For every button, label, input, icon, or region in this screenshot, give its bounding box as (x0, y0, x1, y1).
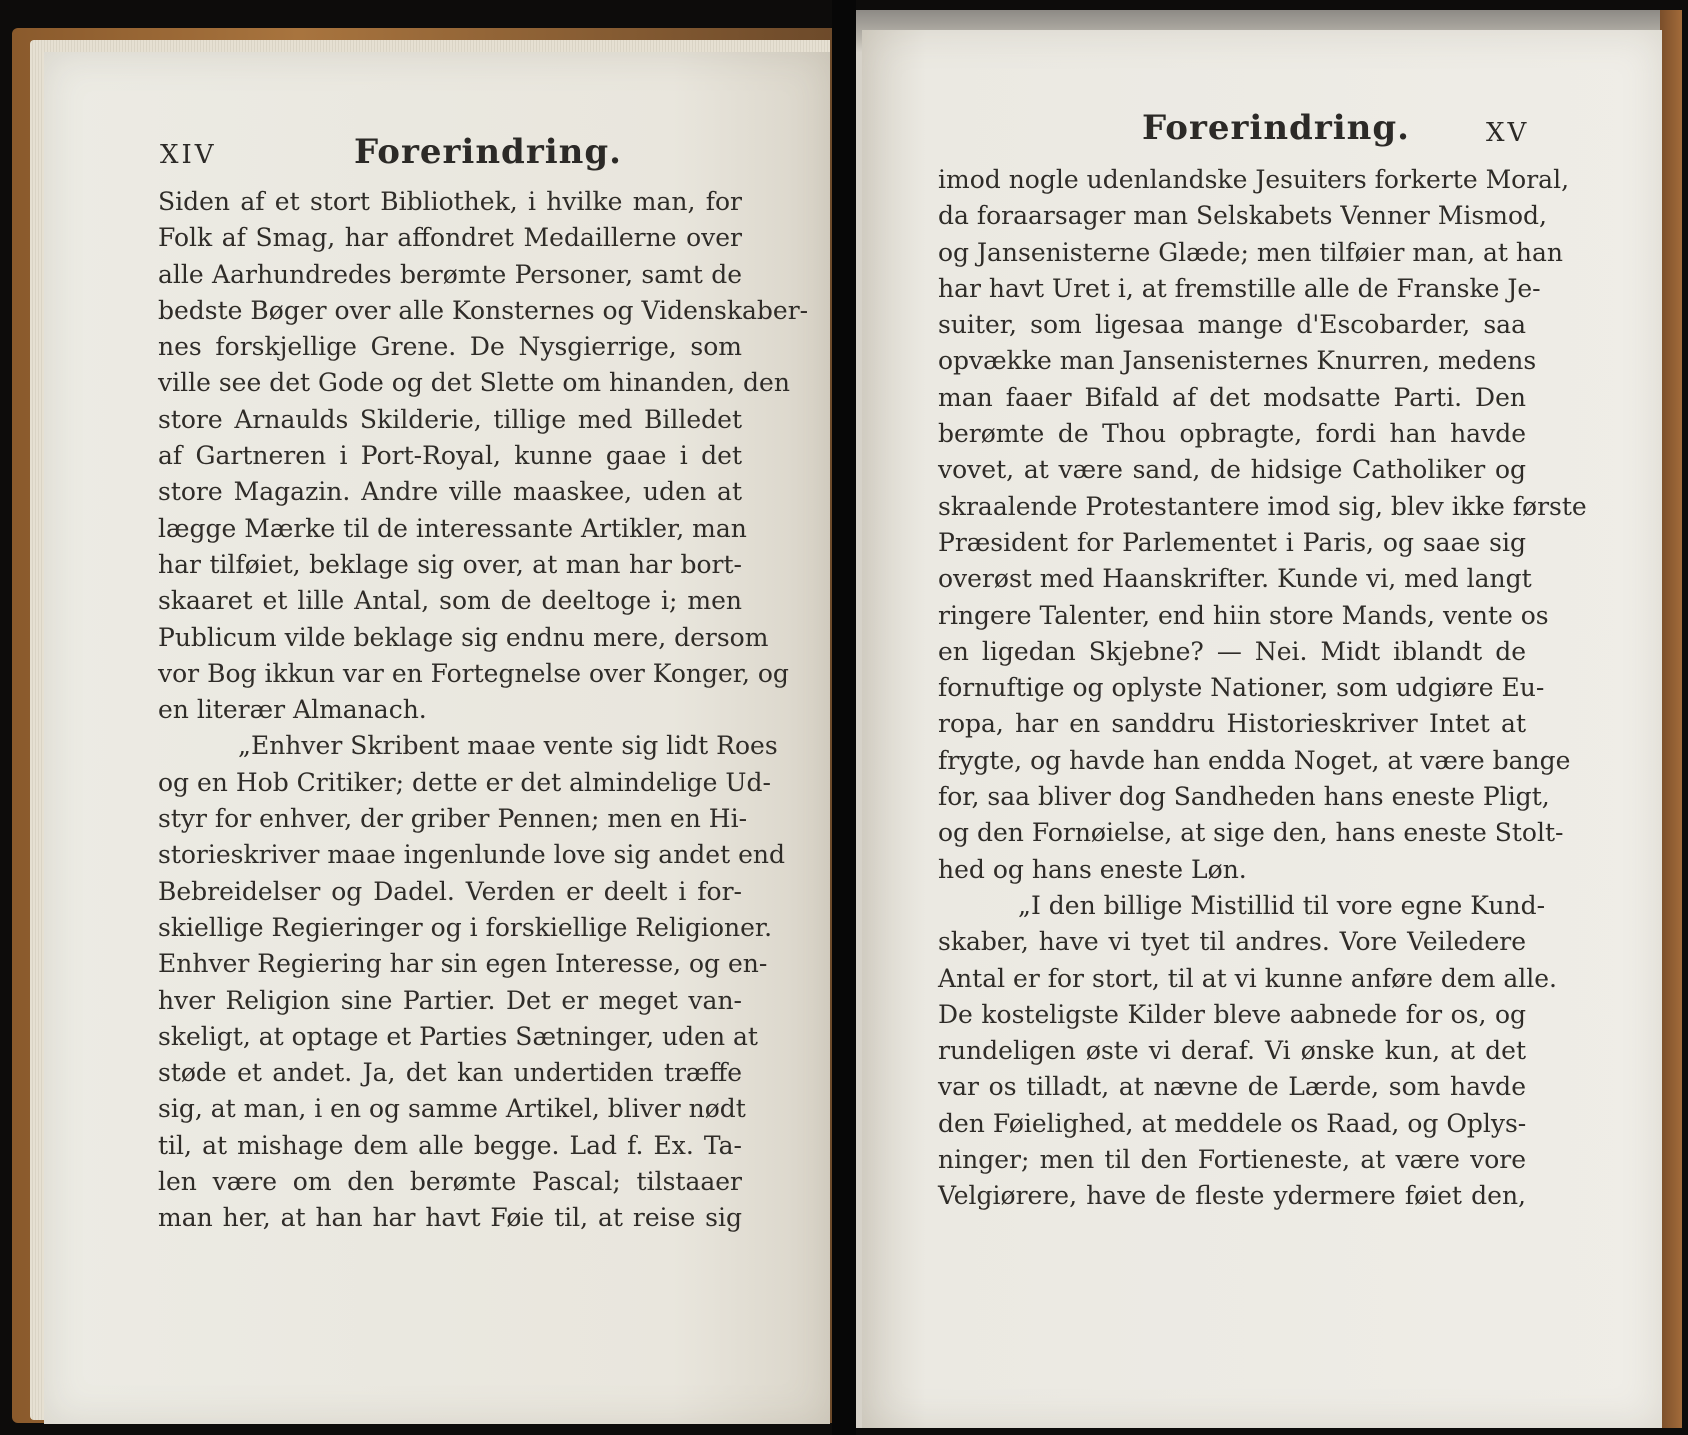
text-line: og den Fornøielse, at sige den, hans eneste Stolt- (938, 818, 1564, 848)
text-line: den Føielighed, at meddele os Raad, og Oplys- (938, 1108, 1527, 1138)
text-line: vor Bog ikkun var en Fortegnelse over Konger, og (158, 658, 789, 688)
text-line: ropa, har en sanddru Historieskriver Intet at (938, 709, 1526, 739)
text-line: ninger; men til den Fortieneste, at være vore (938, 1145, 1526, 1175)
left-page (44, 52, 830, 1424)
page-body-text (158, 184, 809, 1237)
text-line: skeligt, at optage et Parties Sætninger, uden at (158, 1021, 758, 1051)
text-line: frygte, og havde han endda Noget, at være bange (938, 745, 1571, 775)
running-title: Forerindring. (354, 132, 622, 172)
text-line: store Magazin. Andre ville maaskee, uden at (158, 477, 742, 507)
text-line: Bebreidelser og Dadel. Verden er deelt i for- (158, 876, 742, 906)
text-line: Publicum vilde beklage sig endnu mere, dersom (158, 622, 769, 652)
text-line: da foraarsager man Selskabets Venner Mismod, (938, 201, 1547, 231)
text-line: og Jansenisterne Glæde; men tilføier man, at han (938, 237, 1564, 267)
text-line: Enhver Regiering har sin egen Interesse, og en- (158, 949, 768, 979)
page-body-text (938, 162, 1587, 1215)
text-line: imod nogle udenlandske Jesuiters forkerte Moral, (938, 165, 1570, 194)
text-line: opvække man Jansenisternes Knurren, medens (938, 346, 1537, 376)
text-line: ringere Talenter, end hiin store Mands, vente os (938, 600, 1549, 630)
text-line: rundeligen øste vi deraf. Vi ønske kun, at det (938, 1036, 1526, 1066)
text-line: skaber, have vi tyet til andres. Vore Veiledere (938, 927, 1526, 957)
text-line: vovet, at være sand, de hidsige Catholiker og (938, 455, 1526, 485)
text-line: sig, at man, i en og samme Artikel, bliver nødt (158, 1094, 746, 1124)
text-line: fornuftige og oplyste Nationer, som udgiøre Eu- (938, 673, 1545, 703)
text-line: var os tilladt, at nævne de Lærde, som havde (938, 1072, 1526, 1102)
running-title: Forerindring. (1142, 108, 1410, 148)
text-line: Antal er for stort, til at vi kunne anføre dem alle. (938, 963, 1557, 993)
text-line: støde et andet. Ja, det kan undertiden træffe (158, 1058, 742, 1088)
text-line: og en Hob Critiker; dette er det almindelige Ud- (158, 767, 771, 797)
text-line: „Enhver Skribent maae vente sig lidt Roes (238, 731, 778, 761)
text-line: skaaret et lille Antal, som de deeltoge i; men (158, 586, 742, 616)
book-cover-right (1660, 10, 1682, 1428)
text-line: en ligedan Skjebne? — Nei. Midt iblandt de (938, 636, 1526, 666)
text-line: Siden af et stort Bibliothek, i hvilke man, for (158, 187, 742, 216)
gutter (832, 0, 856, 1435)
page-number: XV (1486, 118, 1530, 148)
text-line: berømte de Thou opbragte, fordi han havde (938, 419, 1526, 449)
text-line: hed og hans eneste Løn. (938, 854, 1247, 884)
text-line: overøst med Haanskrifter. Kunde vi, med langt (938, 564, 1532, 594)
text-line: skraalende Protestantere imod sig, blev ikke første (938, 491, 1587, 521)
text-line: en literær Almanach. (158, 695, 427, 725)
text-line: bedste Bøger over alle Konsternes og Videnskaber- (158, 295, 809, 325)
text-line: Folk af Smag, har affondret Medaillerne over (158, 223, 742, 253)
text-line: for, saa bliver dog Sandheden hans eneste Pligt, (938, 782, 1550, 812)
text-line: De kosteligste Kilder bleve aabnede for os, og (938, 999, 1526, 1029)
text-line: skiellige Regieringer og i forskiellige Religioner. (158, 912, 773, 942)
right-page (862, 30, 1662, 1428)
page-number: XIV (160, 140, 217, 170)
text-line: suiter, som ligesaa mange d'Escobarder, saa (938, 310, 1526, 340)
text-line: man her, at han har havt Føie til, at reise sig (158, 1203, 742, 1233)
text-line: store Arnaulds Skilderie, tillige med Billedet (158, 404, 742, 434)
text-line: storieskriver maae ingenlunde love sig andet end (158, 840, 785, 870)
text-line: ville see det Gode og det Slette om hinanden, den (158, 368, 790, 398)
text-line: Velgiørere, have de fleste ydermere føiet den, (938, 1181, 1526, 1211)
text-line: hver Religion sine Partier. Det er meget van- (158, 985, 742, 1015)
text-line: styr for enhver, der griber Pennen; men en Hi- (158, 804, 748, 834)
text-line: til, at mishage dem alle begge. Lad f. Ex. Ta- (158, 1130, 742, 1160)
text-line: lægge Mærke til de interessante Artikler, man (158, 513, 747, 543)
text-line: har tilføiet, beklage sig over, at man har bort- (158, 549, 742, 579)
text-line: af Gartneren i Port-Royal, kunne gaae i det (158, 441, 742, 471)
text-line: nes forskjellige Grene. De Nysgierrige, som (158, 332, 742, 362)
text-line: alle Aarhundredes berømte Personer, samt de (158, 259, 742, 289)
text-line: Præsident for Parlementet i Paris, og saae sig (938, 527, 1526, 557)
text-line: len være om den berømte Pascal; tilstaaer (158, 1167, 742, 1197)
text-line: har havt Uret i, at fremstille alle de Franske Je- (938, 273, 1541, 303)
text-line: man faaer Bifald af det modsatte Parti. Den (938, 382, 1526, 412)
text-line: „I den billige Mistillid til vore egne Kund- (1018, 890, 1546, 920)
